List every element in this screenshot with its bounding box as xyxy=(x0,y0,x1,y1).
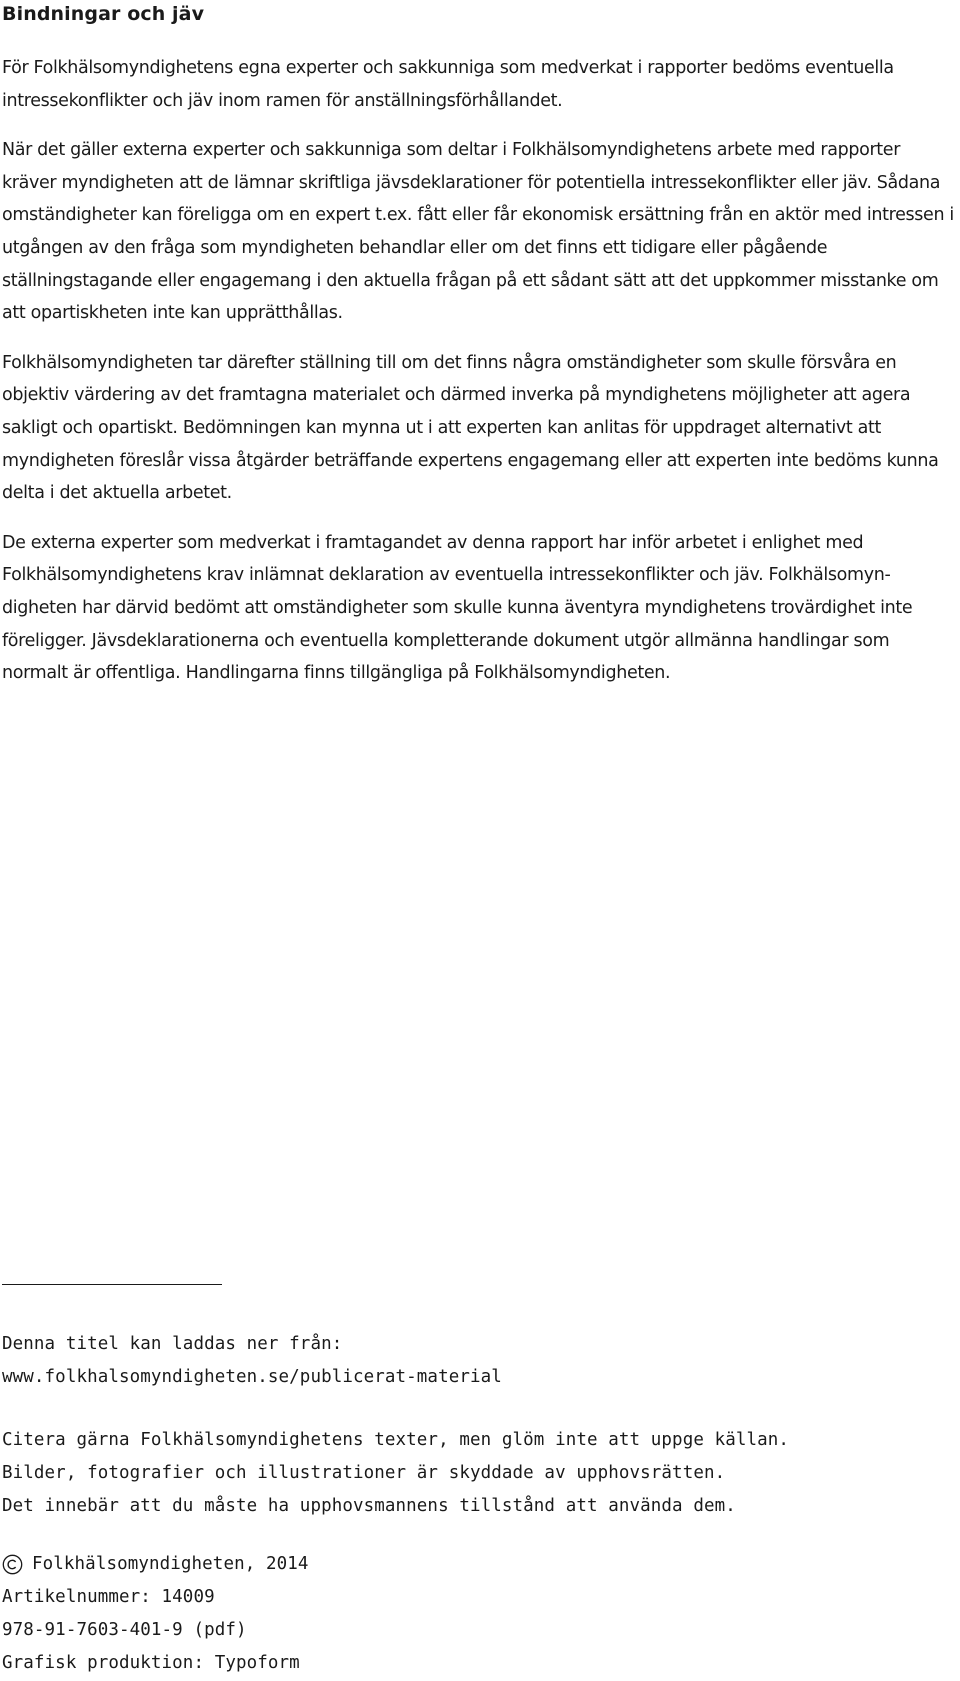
download-info xyxy=(2,1328,952,1394)
section-heading: Bindningar och jäv xyxy=(2,3,205,25)
body-text xyxy=(2,52,958,707)
cite-line: Citera gärna Folkhälsomyndighetens texter, men glöm inte att uppge källan. xyxy=(2,1430,790,1450)
download-label: Denna titel kan laddas ner från: xyxy=(2,1334,343,1354)
paragraph-external-experts: När det gäller externa experter och sakkunniga som deltar i Folkhälsomyndighetens arbete med rapporter kräver myndigheten att de lämnar skriftliga jävsdeklarationer för potentiella intressekonflikter eller jäv. Sådana omständigheter kan föreligga om en expert t.ex. fått eller får ekonomisk ersättning från en aktör med intressen i utgången av den fråga som myndigheten behandlar eller om det finns ett tidigare eller pågående ställningstagande eller engagemang i den aktuella frågan på ett sådant sätt att det uppkommer misstanke om att opartiskheten inte kan upprätthållas. xyxy=(2,140,954,324)
footnote-divider xyxy=(2,1284,222,1285)
paragraph-assessment: Folkhälsomyndigheten tar därefter ställning till om det finns några omständigheter som skulle försvåra en objektiv värdering av det framtagna materialet och därmed inverka på myndighetens möjligheter att agera sakligt och opartiskt. Bedömningen kan mynna ut i att experten kan anlitas för uppdraget alternativt att myndigheten föreslår vissa åtgärder beträffande expertens engagemang eller att experten inte bedöms kunna delta i det aktuella arbetet. xyxy=(2,352,939,504)
download-link[interactable]: www.folkhalsomyndigheten.se/publicerat-material xyxy=(2,1367,502,1387)
copyright-line xyxy=(2,1548,952,1581)
article-number: Artikelnummer: 14009 xyxy=(2,1587,215,1607)
paragraph-declarations: De externa experter som medverkat i framtagandet av denna rapport har inför arbetet i enlighet med Folkhälsomyndighetens krav inlämnat deklaration av eventuella intressekonflikter och jäv. Folkhälsomyndigheten har därvid bedömt att omständigheter som skulle kunna äventyra myndighetens trovärdighet inte föreligger. Jävsdeklarationerna och eventuella kompletterande dokument utgör allmänna handlingar som normalt är offentliga. Handlingarna finns tillgängliga på Folkhälsomyndigheten. xyxy=(2,532,913,684)
copyright-text: Folkhälsomyndigheten, 2014 xyxy=(32,1554,309,1574)
production-credit: Grafisk produktion: Typoform xyxy=(2,1653,300,1673)
permission-line: Det innebär att du måste ha upphovsmannens tillstånd att använda dem. xyxy=(2,1496,736,1516)
publication-info xyxy=(2,1548,952,1680)
copyright-icon xyxy=(2,1554,23,1575)
usage-notice xyxy=(2,1424,952,1523)
paragraph-internal-experts: För Folkhälsomyndighetens egna experter och sakkunniga som medverkat i rapporter bedöms eventuella intressekonflikter och jäv inom ramen för anställningsförhållandet. xyxy=(2,58,894,111)
images-line: Bilder, fotografier och illustrationer är skyddade av upphovsrätten. xyxy=(2,1463,726,1483)
isbn: 978-91-7603-401-9 (pdf) xyxy=(2,1620,247,1640)
